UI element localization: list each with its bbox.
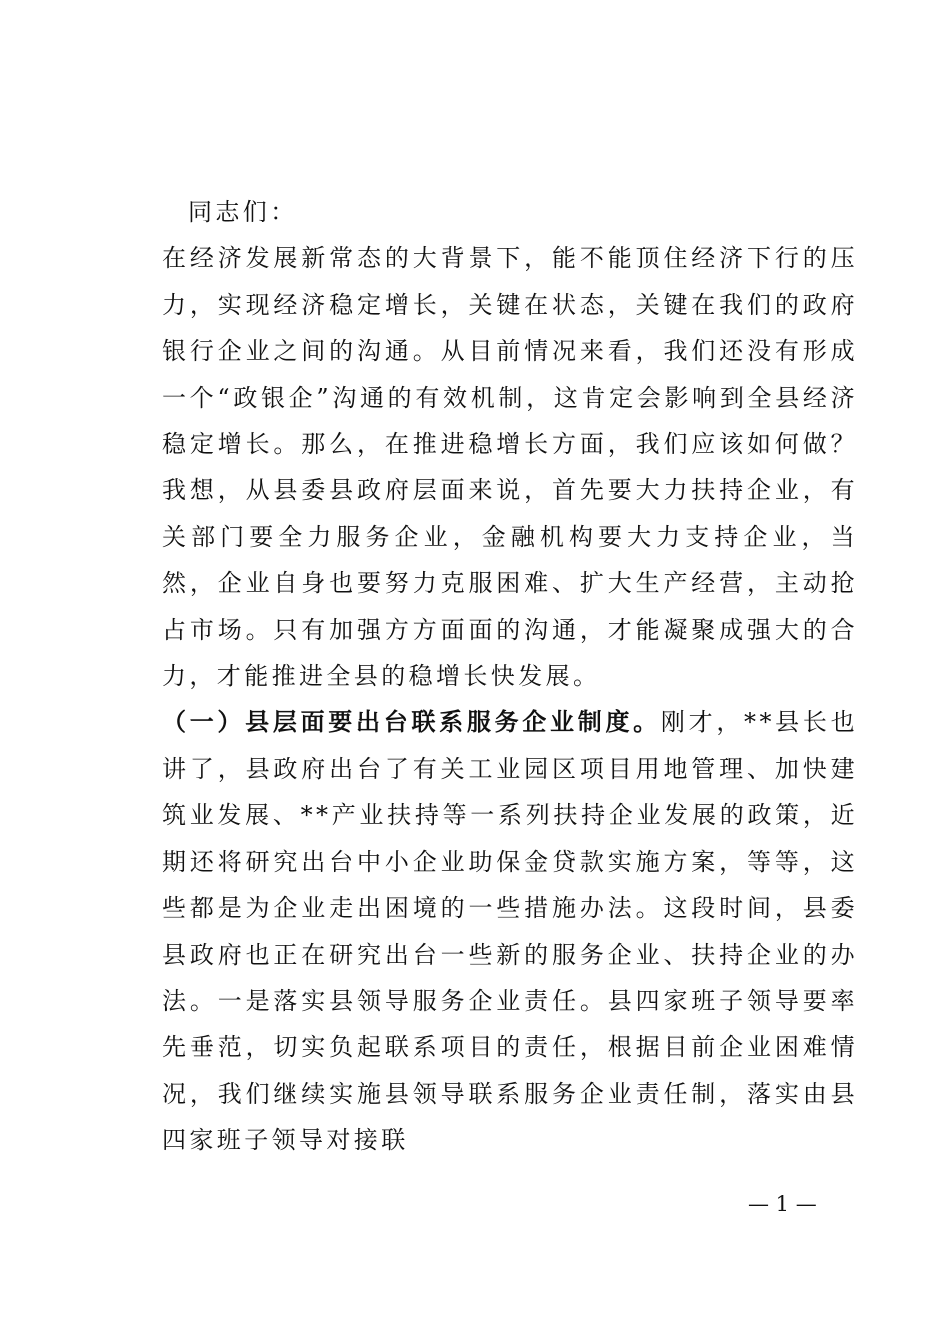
paragraph-section-one — [162, 699, 858, 1163]
paragraph-text: 刚才，**县长也讲了，县政府出台了有关工业园区项目用地管理、加快建筑业发展、**产业扶持等一系列扶持企业发展的政策，近期还将研究出台中小企业助保金贷款实施方案，等等，这些都是为企业走出困境的一些措施办法。这段时间，县委县政府也正在研究出台一些新的服务企业、扶持企业的办法。一是落实县领导服务企业责任。县四家班子领导要率先垂范，切实负起联系项目的责任，根据目前企业困难情况，我们继续实施县领导联系服务企业责任制，落实由县四家班子领导对接联 — [162, 708, 859, 1155]
greeting: 同志们： — [188, 198, 298, 226]
paragraph-text: 在经济发展新常态的大背景下，能不能顶住经济下行的压力，实现经济稳定增长，关键在状态，关键在我们的政府银行企业之间的沟通。从目前情况来看，我们还没有形成一个“政银企”沟通的有效机制，这肯定会影响到全县经济稳定增长。那么，在推进稳增长方面，我们应该如何做？我想，从县委县政府层面来说，首先要大力扶持企业，有关部门要全力服务企业，金融机构要大力支持企业，当然，企业自身也要努力克服困难、扩大生产经营，主动抢占市场。只有加强方方面面的沟通，才能凝聚成强大的合力，才能推进全县的稳增长快发展。 — [162, 244, 858, 691]
paragraph-intro — [162, 235, 858, 699]
section-heading: （一）县层面要出台联系服务企业制度。 — [162, 707, 661, 737]
page-number: — 1 — — [748, 1192, 817, 1216]
body-text — [162, 189, 858, 1164]
